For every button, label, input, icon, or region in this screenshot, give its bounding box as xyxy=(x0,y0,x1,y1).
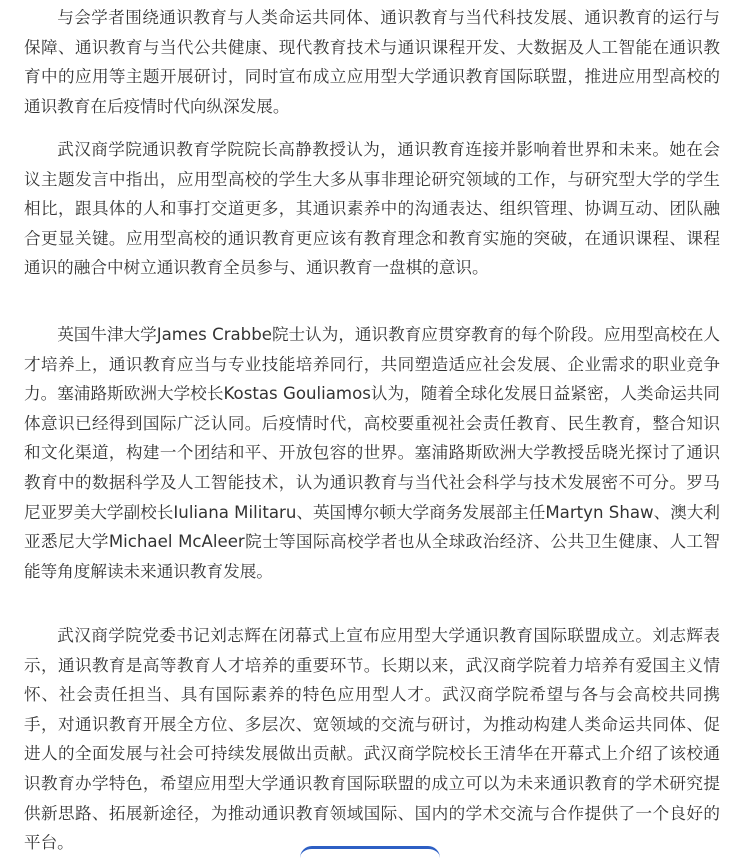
article-paragraph-3: 英国牛津大学James Crabbe院士认为，通识教育应贯穿教育的每个阶段。应用型高校在人才培养上，通识教育应当与专业技能培养同行，共同塑造适应社会发展、企业需求的职业竞争力。塞浦路斯欧洲大学校长Kostas Gouliamos认为，随着全球化发展日益紧密，人类命运共同体意识已经得到国际广泛认同。后疫情时代，高校要重视社会责任教育、民生教育，整合知识和文化渠道，构建一个团结和平、开放包容的世界。塞浦路斯欧洲大学教授岳晓光探讨了通识教育中的数据科学及人工智能技术，认为通识教育与当代社会科学与技术发展密不可分。罗马尼亚罗美大学副校长Iuliana Militaru、英国博尔顿大学商务发展部主任Martyn Shaw、澳大利亚悉尼大学Michael McAleer院士等国际高校学者也从全球政治经济、公共卫生健康、人工智能等角度解读未来通识教育发展。 xyxy=(24,325,720,581)
bottom-decorative-arc xyxy=(300,846,440,858)
article-paragraph-2: 武汉商学院通识教育学院院长高静教授认为，通识教育连接并影响着世界和未来。她在会议主题发言中指出，应用型高校的学生大多从事非理论研究领域的工作，与研究型大学的学生相比，跟具体的人和事打交道更多，其通识素养中的沟通表达、组织管理、协调互动、团队融合更显关键。应用型高校的通识教育更应该有教育理念和教育实施的突破，在通识课程、课程通识的融合中树立通识教育全员参与、通识教育一盘棋的意识。 xyxy=(24,140,720,278)
article-paragraph-4: 武汉商学院党委书记刘志辉在闭幕式上宣布应用型大学通识教育国际联盟成立。刘志辉表示，通识教育是高等教育人才培养的重要环节。长期以来，武汉商学院着力培养有爱国主义情怀、社会责任担当、具有国际素养的特色应用型人才。武汉商学院希望与各与会高校共同携手，对通识教育开展全方位、多层次、宽领域的交流与研讨，为推动构建人类命运共同体、促进人的全面发展与社会可持续发展做出贡献。武汉商学院校长王清华在开幕式上介绍了该校通识教育办学特色，希望应用型大学通识教育国际联盟的成立可以为未来通识教育的学术研究提供新思路、拓展新途径，为推动通识教育领域国际、国内的学术交流与合作提供了一个良好的平台。 xyxy=(24,626,720,853)
article-paragraph-1: 与会学者围绕通识教育与人类命运共同体、通识教育与当代科技发展、通识教育的运行与保障、通识教育与当代公共健康、现代教育技术与通识课程开发、大数据及人工智能在通识教育中的应用等主题开展研讨，同时宣布成立应用型大学通识教育国际联盟，推进应用型高校的通识教育在后疫情时代向纵深发展。 xyxy=(24,8,720,116)
